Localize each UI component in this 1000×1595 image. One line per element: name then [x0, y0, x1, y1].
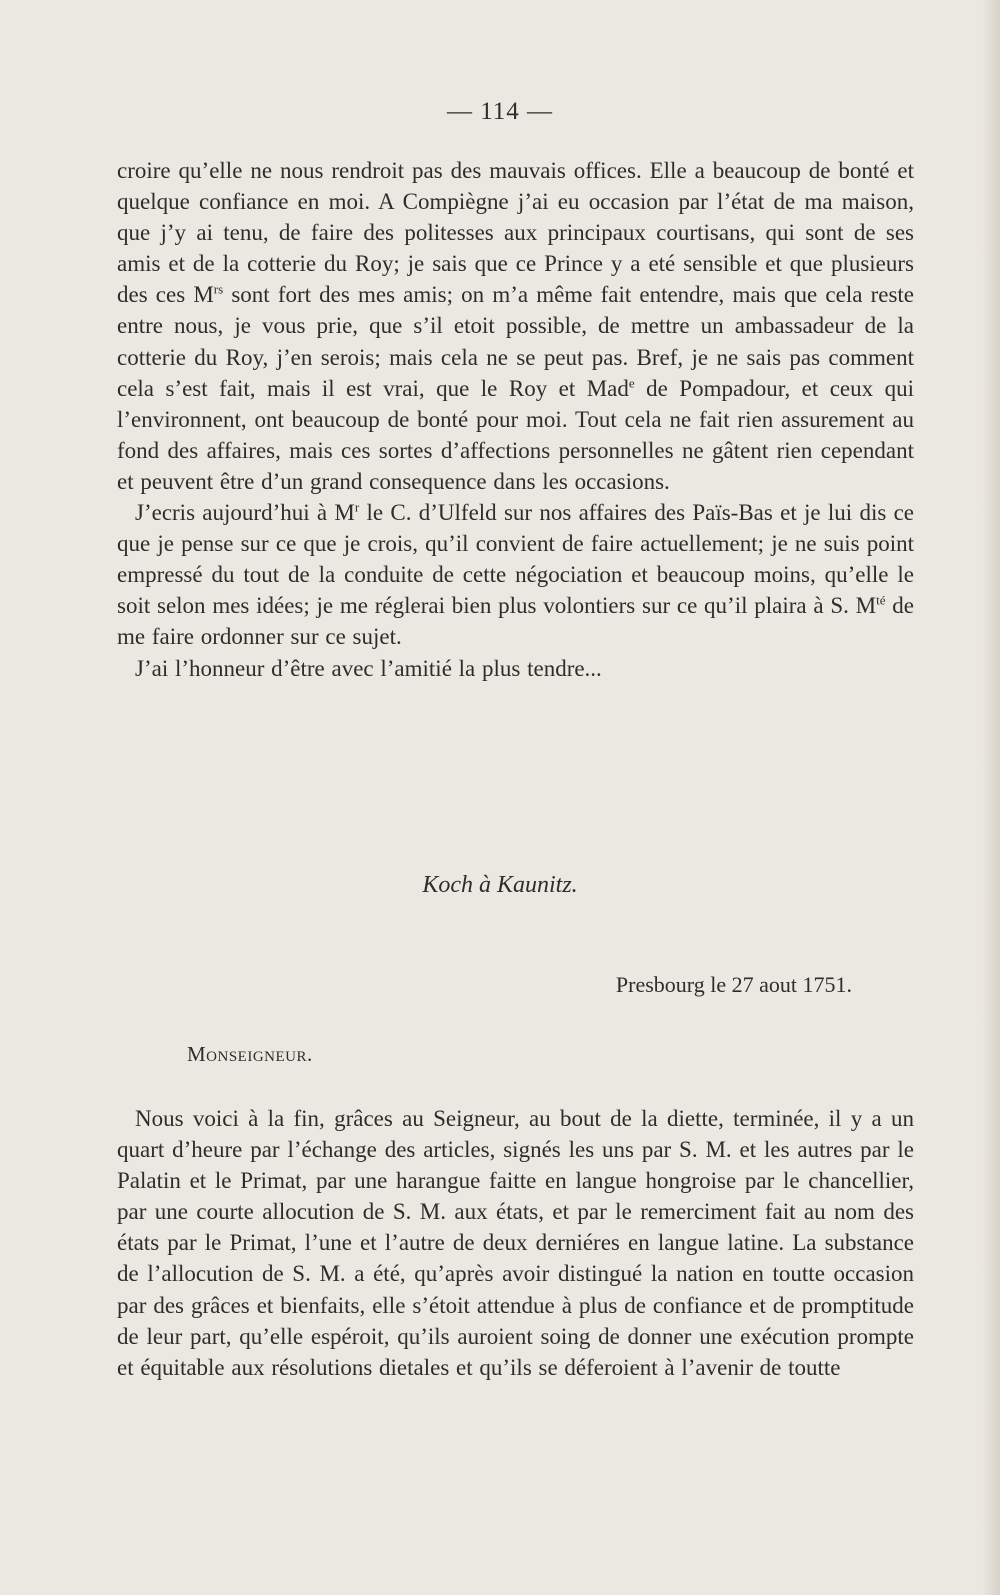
text-run: J’ecris aujourd’hui à M [135, 500, 355, 526]
letter-1-body [117, 155, 914, 684]
paragraph [117, 1103, 914, 1383]
page-number: — 114 — [446, 98, 554, 125]
text-run: croire qu’elle ne nous rendroit pas des mauvais offices. Elle a beaucoup de bonté et quelque confiance en moi. A Compiègne j’ai eu occasion par l’état de ma maison, que j’y ai tenu, de faire des politesses aux principaux courtisans, qui sont de ses amis et de la cotterie du Roy; je sais que ce Prince y a eté sensible et que plusieurs des ces M [117, 158, 914, 308]
letter-date: Presbourg le 27 aout 1751. [615, 972, 852, 997]
paragraph [117, 653, 914, 684]
superscript-abbreviation: r [354, 499, 360, 515]
text-run: de me faire ordonner sur ce sujet. [117, 593, 914, 650]
salutation: Monseigneur. [187, 1042, 313, 1066]
letter-heading: Koch à Kaunitz. [422, 872, 578, 898]
page-edge-shadow [982, 0, 1000, 1595]
letter-2-body [117, 1103, 914, 1383]
text-run: Nous voici à la fin, grâces au Seigneur, au bout de la diette, terminée, il y a un quart d’heure par l’échange des articles, signés les uns par S. M. et les autres par le Palatin et le Primat, par une harangue faitte en langue hongroise par le chancellier, par une courte allocution de S. M. aux états, et par le remerciment fait au nom des états par le Primat, l’une et l’autre de deux derniéres en langue latine. La substance de l’allocution de S. M. a été, qu’après avoir distingué la nation en toutte occasion par des grâces et bienfaits, elle s’étoit attendue à plus de confiance et de promptitude de leur part, qu’elle espéroit, qu’ils auroient soing de donner une exécution prompte et équitable aux résolutions dietales et qu’ils se déferoient à l’avenir de toutte [117, 1106, 914, 1380]
text-run: sont fort des mes amis; on m’a même fait entendre, mais que cela reste entre nous, je vous prie, que s’il etoit possible, de mettre un ambassadeur de la cotterie du Roy, j’en serois; mais cela ne se peut pas. Bref, je ne sais pas comment cela s’est fait, mais il est vrai, que le Roy et Mad [117, 282, 914, 401]
paragraph [117, 155, 914, 497]
paragraph [117, 497, 914, 652]
superscript-abbreviation: té [876, 592, 886, 608]
text-run: de Pompadour, et ceux qui l’environnent, ont beaucoup de bonté pour moi. Tout cela ne fait rien assurement au fond des affaires, mais ces sortes d’affections personnelles ne gâtent rien cependant et peuvent être d’un grand consequence dans les occasions. [117, 375, 914, 494]
text-run: le C. d’Ulfeld sur nos affaires des Païs-Bas et je lui dis ce que je pense sur ce que je crois, qu’il convient de faire actuellement; je ne suis point empressé du tout de la conduite de cette négociation et beaucoup moins, qu’elle le soit selon mes idées; je me réglerai bien plus volontiers sur ce qu’il plaira à S. M [117, 500, 914, 619]
text-run: J’ai l’honneur d’être avec l’amitié la plus tendre... [135, 655, 602, 681]
superscript-abbreviation: e [628, 375, 635, 390]
superscript-abbreviation: rs [213, 281, 224, 297]
